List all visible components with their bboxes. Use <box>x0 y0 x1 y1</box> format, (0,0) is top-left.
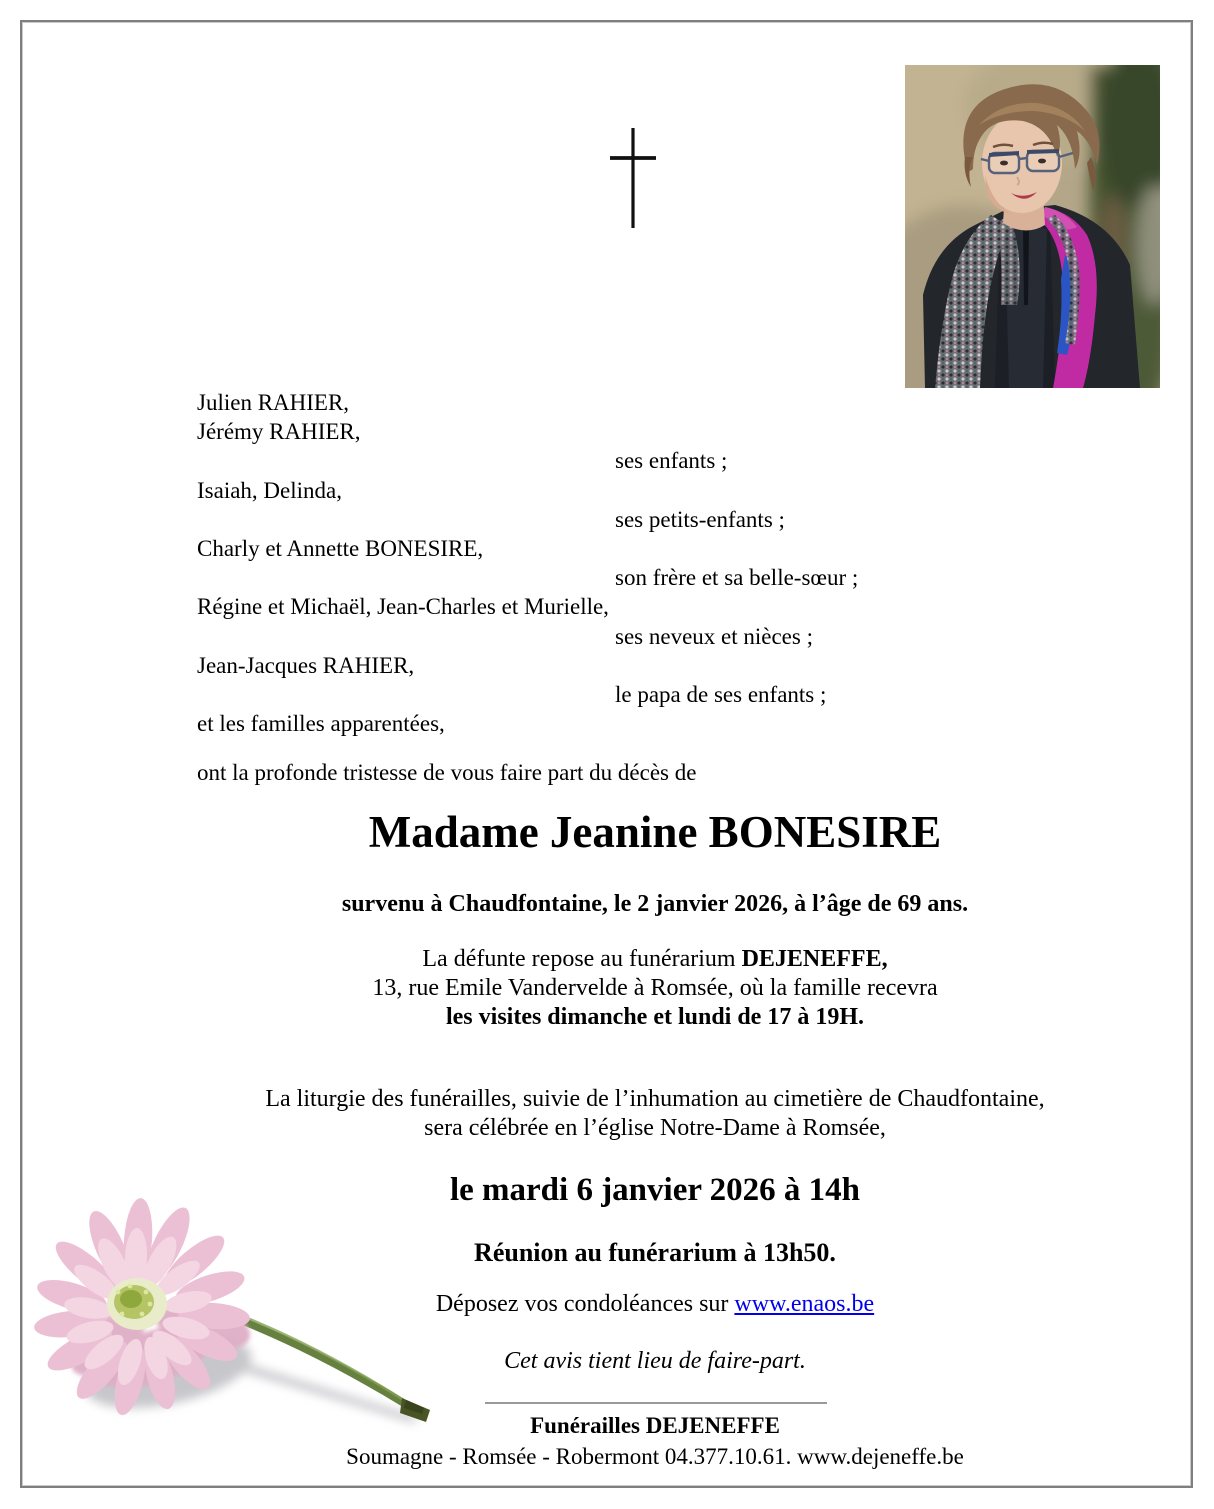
family-list <box>197 388 1127 738</box>
cross-icon <box>608 127 658 229</box>
death-notice: survenu à Chaudfontaine, le 2 janvier 2026, à l’âge de 69 ans. <box>341 891 969 917</box>
ceremony-block <box>197 1085 1113 1143</box>
family-relation-line: son frère et sa belle-sœur ; <box>615 565 859 591</box>
family-relation-line: le papa de ses enfants ; <box>615 682 827 708</box>
reunion-line: Réunion au funérarium à 13h50. <box>474 1238 836 1267</box>
repose-line2: 13, rue Emile Vandervelde à Romsée, où la famille recevra <box>372 975 938 1001</box>
footer-address: Soumagne - Romsée - Robermont 04.377.10.61. www.dejeneffe.be <box>346 1444 964 1469</box>
family-name-line: et les familles apparentées, <box>197 711 445 737</box>
ceremony-date: le mardi 6 janvier 2026 à 14h <box>449 1172 861 1208</box>
family-relation-line: ses petits-enfants ; <box>615 506 785 532</box>
family-name-line: Jérémy RAHIER, <box>197 419 361 445</box>
footer-funeral-home: Funérailles DEJENEFFE <box>530 1413 780 1438</box>
family-name-line: Isaiah, Delinda, <box>197 477 342 503</box>
repose-line3: les visites dimanche et lundi de 17 à 19H. <box>445 1004 865 1030</box>
enaos-link[interactable]: www.enaos.be <box>734 1291 875 1317</box>
family-name-line: Julien RAHIER, <box>197 390 350 415</box>
ceremony-line1: La liturgie des funérailles, suivie de l’inhumation au cimetière de Chaudfontaine, <box>265 1086 1045 1112</box>
family-name-line: Jean-Jacques RAHIER, <box>197 652 415 678</box>
avis-line: Cet avis tient lieu de faire-part. <box>504 1348 806 1374</box>
footer-divider <box>485 1402 827 1404</box>
repose-line1: La défunte repose au funérarium DEJENEFFE, <box>422 946 888 972</box>
deceased-name: Madame Jeanine BONESIRE <box>368 807 942 857</box>
intro-line: ont la profonde tristesse de vous faire part du décès de <box>197 760 697 785</box>
funeral-home-name: DEJENEFFE, <box>741 946 888 972</box>
condolences-line: Déposez vos condoléances sur www.enaos.be <box>435 1291 875 1317</box>
family-name-line: Régine et Michaël, Jean-Charles et Murielle, <box>197 594 609 620</box>
family-name-line: Charly et Annette BONESIRE, <box>197 536 484 562</box>
repose-block <box>197 945 1113 1032</box>
family-relation-line: ses enfants ; <box>615 448 728 474</box>
portrait-photo <box>905 65 1160 388</box>
flower-image <box>18 1192 448 1452</box>
family-relation-line: ses neveux et nièces ; <box>615 623 813 649</box>
ceremony-line2: sera célébrée en l’église Notre-Dame à Romsée, <box>424 1115 886 1141</box>
